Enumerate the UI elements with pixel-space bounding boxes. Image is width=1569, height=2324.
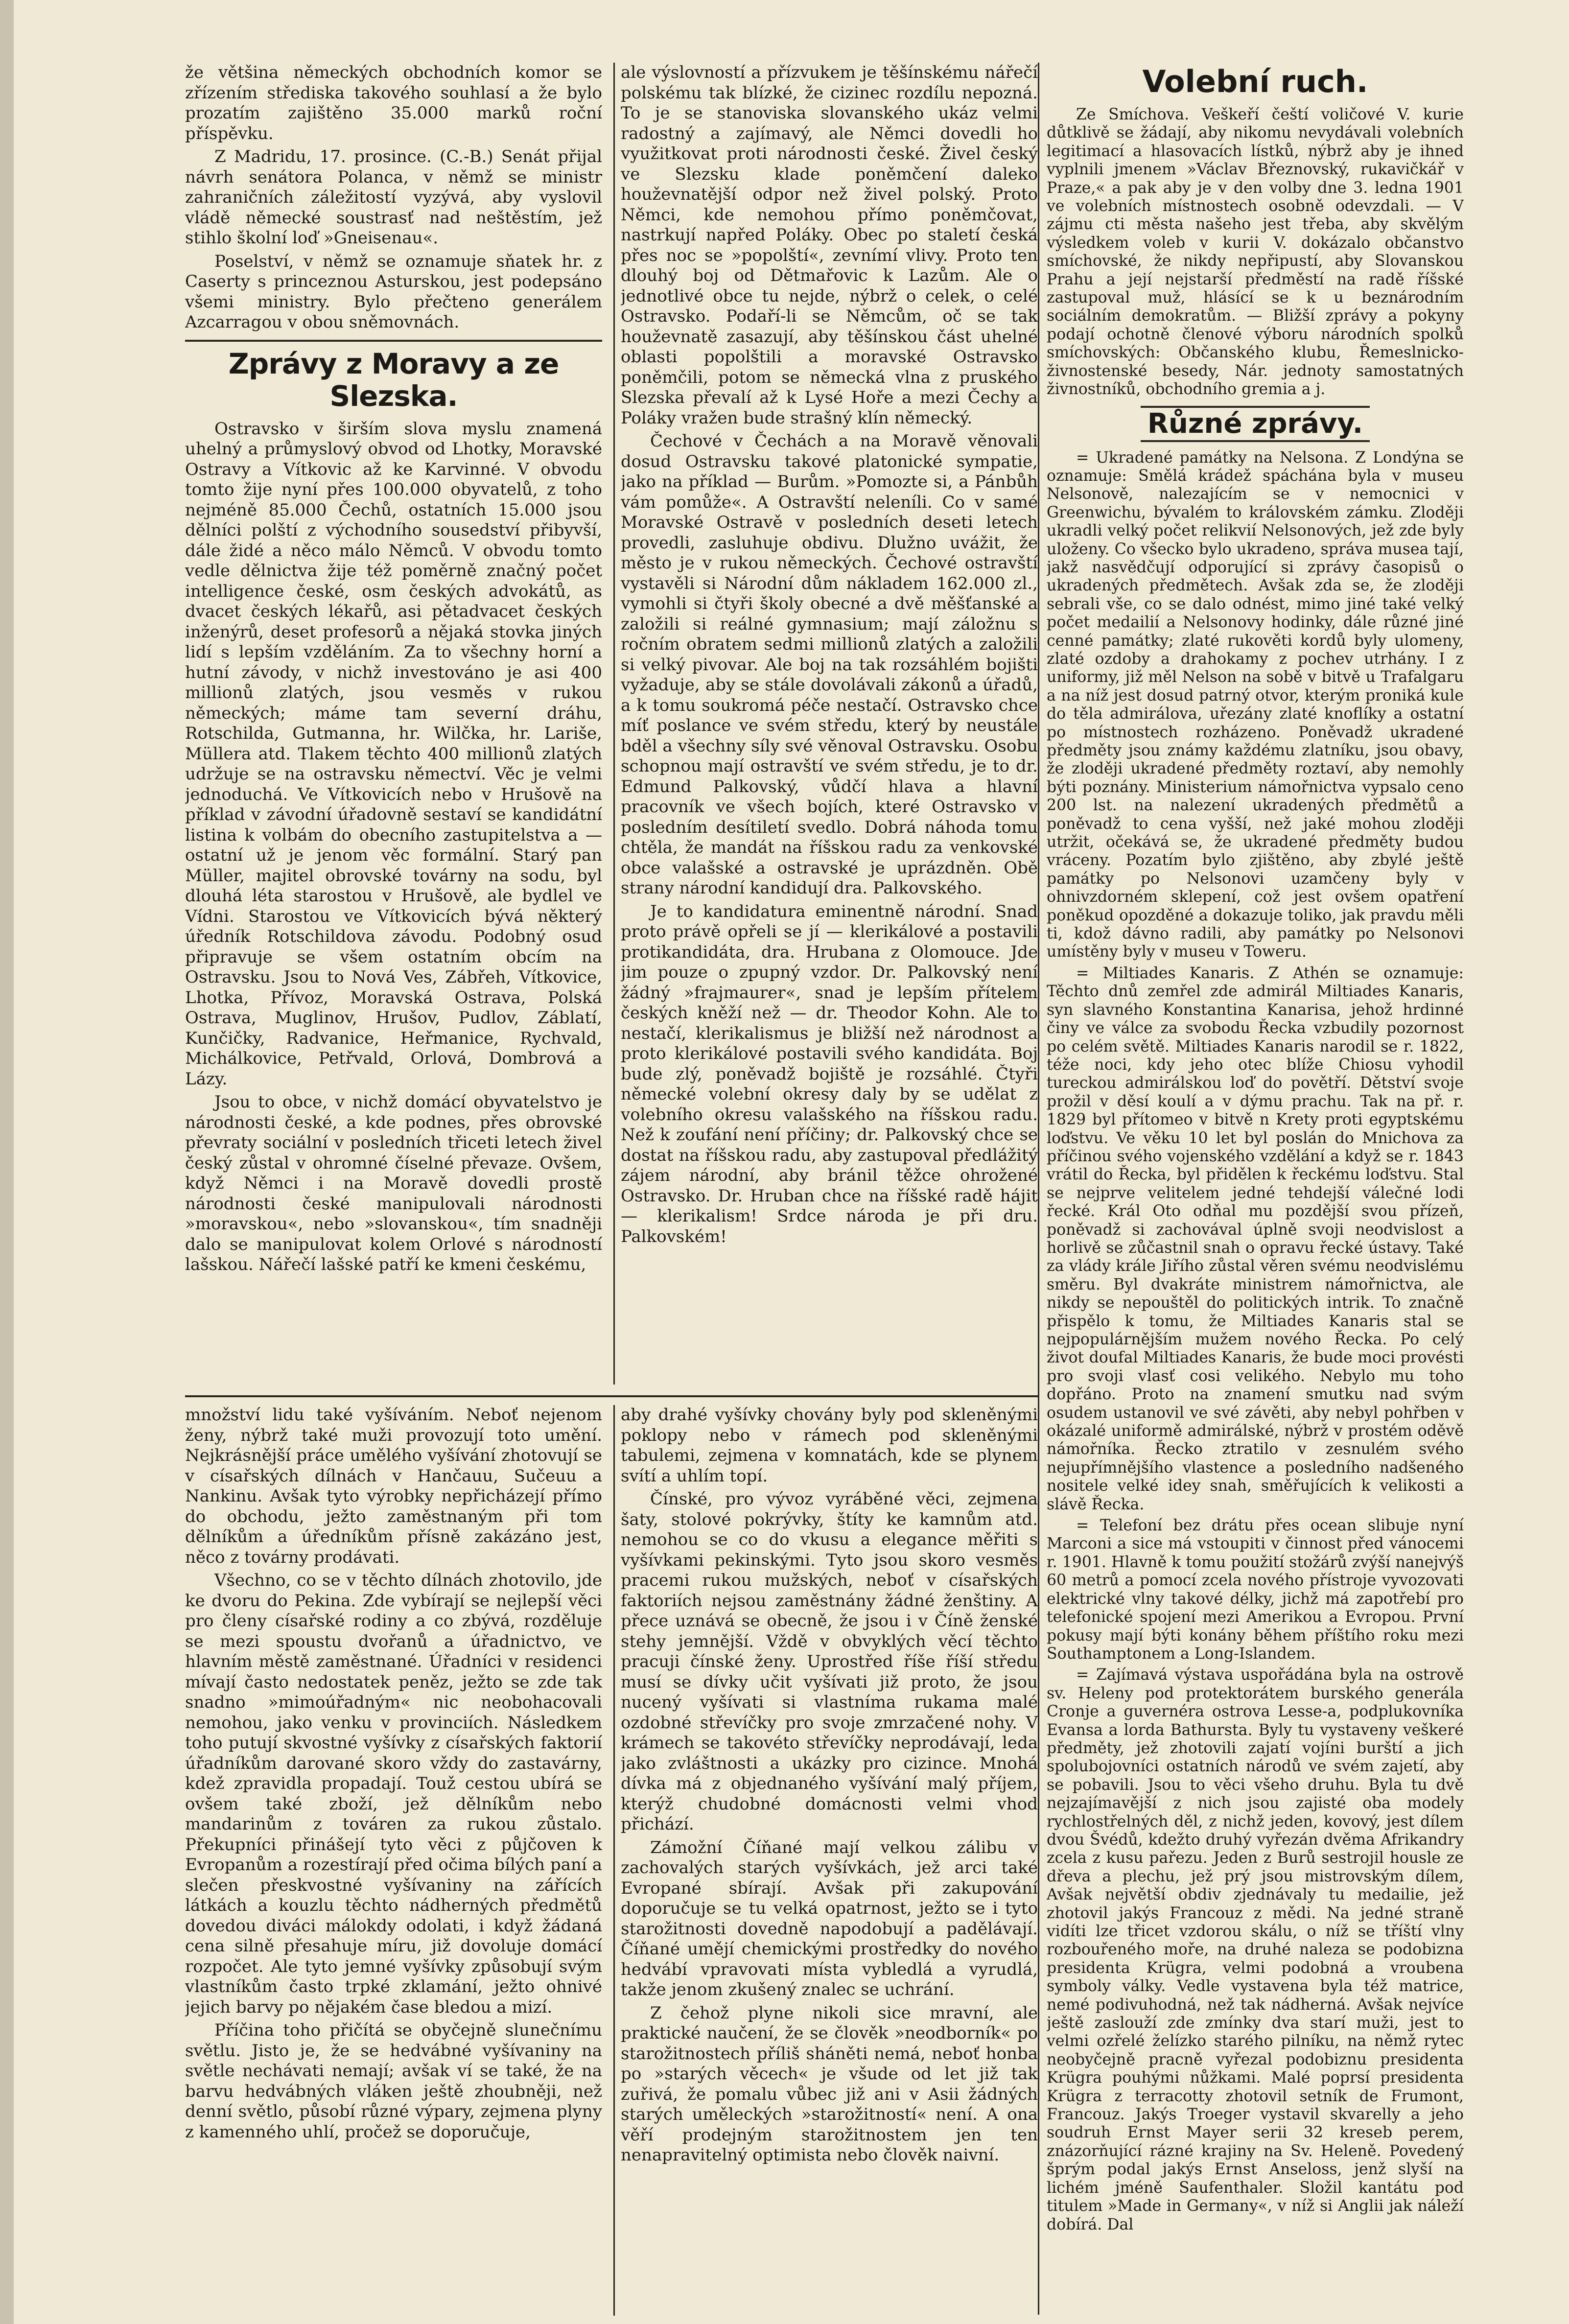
article-paragraph: = Miltiades Kanaris. Z Athén se oznamuje: Těchto dnů zemřel zde admirál Miltiades Kanaris, syn slavného Konstantina Kanarisa, jehož hrdinné činy ve válce za svobodu Řecka vzbudily pozornost po celém světě. Miltiades Kanaris narodil se r. 1822, téže noci, kdy jeho otec blíže Chiosu vyhodil tureckou admirálskou loď do povětří. Dětství svoje prožil v děsí koulí a v dýmu prachu. Tak na př. r. 1829 byl přítomeo v bitvě n Krety proti egyptskému loďstvu. Ve věku 10 let byl poslán do Mnichova za příčinou svého vojenského vzdělání a když se r. 1843 vrátil do Řecka, byl přidělen k řeckému loďstvu. Stal se nejprve velitelem jedné tehdejší válečné lodi řecké. Král Oto odňal mu pozdější svou přízeň, poněvadž si zachovával úplně svoji neodvislost a horlivě se zůčastnil snah o opravu řecké ústavy. Také za vlády krále Jiřího zůstal věren svému neodvislému směru. Byl dvakráte ministrem námořnictva, ale nikdy se nepouštěl do politických intrik. To značně přispělo k tomu, že Miltiades Kanaris stal se nejpopulárnějším mužem nového Řecka. Po celý život doufal Miltiades Kanaris, že bude moci provésti pro svoji vlasť cosi velikého. Nebylo mu toho dopřáno. Proto na znamení smutku nad svým osudem ustanovil ve své závěti, aby nebyl pohřben v okázalé uniformě admirálské, nýbrž v prostém oděvě námořníka. Řecko ztratilo v zesnulém svého nejupřímnějšího vlastence a posledního nadšeného nositele velké idey snah, směřujících k velikosti a slávě Řecka. (1047, 964, 1464, 1513)
article-paragraph: Příčina toho přičítá se obyčejně slunečnímu světlu. Jisto je, že se hedvábné vyšívaniny na světle nechávati nemají; avšak ví se také, že na barvu hedvábných vláken ještě zhoubněji, než denní světlo, působí různé výpary, zejmena plyny z kamenného uhlí, pročež se doporučuje, (185, 2020, 602, 2142)
right-column (1047, 63, 1464, 2315)
article-paragraph: = Ukradené památky na Nelsona. Z Londýna se oznamuje: Smělá krádež spáchána byla v museu Nelsonově, nalezajícím se v nemocnici v Greenwichu, bývalém to královském zámku. Zloději ukradli velký počet relikvií Nelsonových, jež zde byly uloženy. Co všecko bylo ukradeno, správa musea tají, jakž nasvědčují odporující si zprávy časopisů o ukradených předmětech. Avšak zda se, že zloději sebrali vše, co se dalo odnést, mimo jiné také velký počet medailií a Nelsonovy hodinky, dále různé jiné cenné památky; zlaté rukověti kordů byly ulomeny, zlaté ozdoby a drahokamy z pochev utrhány. I z uniformy, již měl Nelson na sobě v bitvě u Trafalgaru a na níž jest dosud patrný otvor, kterým proniká kule do těla admirálova, uřezány zlaté knoflíky a ostatní po místnostech rozházeno. Poněvadž ukradené předměty jsou známy každému zlatníku, jsou obavy, že zloději ukradené předměty roztaví, aby nemohly býti poznány. Ministerium námořnictva vypsalo ceno 200 lst. na nalezení ukradených předmětů a poněvadž to cena vyšší, než jaké mohou zloději utržit, očekává se, že ukradené předměty budou vráceny. Pozatím bylo zjištěno, aby zbylé ještě památky po Nelsonovi uzamčeny byly v ohnivzdorném sklepení, což jest ovšem opatření poněkud opozděné a dokazuje toliko, jak pravdu měli ti, kdož dávno radili, aby památky po Nelsonovi umístěny byly v museu v Toweru. (1047, 448, 1464, 961)
article-paragraph: aby drahé vyšívky chovány byly pod skleněnými poklopy nebo v rámech pod skleněnými tabulemi, zejmena v komnatách, kde se plynem svítí a uhlím topí. (621, 1405, 1038, 1486)
article-paragraph: ale výslovností a přízvukem je těšínskému nářečí polskému tak blízké, že cizinec rozdílu nepozná. To je se stanoviska slovanského ukáz velmi radostný a zajímavý, ale Němci dovedli ho využitkovat proti národnosti české. Živel český ve Slezsku klade poněmčení daleko houževnatější odpor než živel polský. Proto Němci, kde nemohou přímo poněmčovat, nastrkují napřed Poláky. Obec po staletí česká přes noc se »popolští«, zevnímí vlivy. Proto ten dlouhý boj od Dětmařovic k Lazům. Ale o jednotlivé obce tu nejde, nýbrž o celek, o celé Ostravsko. Podaří-li se Němcům, oč se tak houževnatě zasazují, aby těšínskou část uhelné oblasti popolštili a moravské Ostravsko poněmčili, potom se německá vlna z pruského Slezska převalí až k Lysé Hoře a mezi Čechy a Poláky vražen bude strašný klín německý. (621, 63, 1038, 428)
article-paragraph: že většina německých obchodních komor se zřízením střediska takového souhlasí a že bylo prozatím zajištěno 35.000 marků roční příspěvku. (185, 63, 602, 143)
article-paragraph: Jsou to obce, v nichž domácí obyvatelstvo je národnosti české, a kde podnes, přes obrovské převraty sociální v posledních třiceti letech živel český zůstal v ohromné číselné převaze. Ovšem, když Němci i na Moravě dovedli prostě národnosti české manipulovali národnosti »moravskou«, nebo »slovanskou«, tím snadněji dalo se manipulovat kolem Orlové s národností lašskou. Nářečí lašské patří ke kmeni českému, (185, 1092, 602, 1274)
article-paragraph: Poselství, v němž se oznamuje sňatek hr. z Caserty s princeznou Asturskou, jest podepsáno všemi ministry. Bylo přečteno generálem Azcarragou v obou sněmovnách. (185, 251, 602, 332)
article-paragraph: Čínské, pro vývoz vyráběné věci, zejmena šaty, stolové pokrývky, štíty ke kamnům atd. nemohou se co do vkusu a elegance měřiti s vyšívkami pekinskými. Tyto jsou skoro vesměs pracemi rukou mužských, neboť v císařských faktoriích nejsou zaměstnány žádné ženštiny. A přece uznává se obecně, že jsou i v Číně ženské stehy jemnější. Vždě v obvyklých věcí těchto pracuji čínské ženy. Uprostřed říše říší středu musí se dívky učit vyšívati již proto, že jsou nucený vyšívati si vlastníma rukama malé ozdobné střevíčky pro svoje zmrzačené nohy. V krámech se takovéto střevíčky neprodávají, leda jako zvláštnosti a ukázky pro cizince. Mnohá dívka má z objednaného vyšívání malý příjem, kterýž chudobné domácnosti velmi vhod přichází. (621, 1489, 1038, 1834)
scan-edge-strip (0, 0, 14, 2324)
section-heading-moravia: Zprávy z Moravy a ze Slezska. (228, 347, 559, 413)
bottom-column-1 (185, 1405, 602, 2316)
column-rule (613, 63, 615, 1385)
article-paragraph: = Telefoní bez drátu přes ocean slibuje nyní Marconi a sice má vstoupiti v činnost před vánocemi r. 1901. Hlavně k tomu použití stožárů zvýší nanejvýš 60 metrů a pomocí zcela nového přístroje vyvozovati elektrické vlny takové délky, jichž má zapotřebí pro telefonické spojení mezi Amerikou a Evropou. První pokusy mají býti konány během příštího roku mezi Southamptonem a Long-Islandem. (1047, 1517, 1464, 1663)
article-paragraph: Všechno, co se v těchto dílnách zhotovilo, jde ke dvoru do Pekina. Zde vybírají se nejlepší věci pro členy císařské rodiny a co zbývá, rozděluje se mezi spoustu dvořanů a úřadnictvo, ve hlavním městě zaměstnané. Úřadníci v residenci mívají často nedostatek peněz, ježto se zde tak snadno »mimoúřadným« nic neobohacovali nemohou, jako venku v provinciích. Následkem toho putují skvostné vyšívky z císařských faktorií úřadníkům darované skoro vždy do zastavárny, kdež zpravidla propadají. Touž cestou ubírá se ovšem také zboží, jež dělníkům nebo mandarinům z továren za rukou zůstalo. Překupníci přinášejí tyto věci z půjčoven k Evropanům a rozestírají před očima bílých paní a slečen přeskvostné vyšívaniny na zářících látkách a kouzlu těchto nádherných předmětů dovedou diváci málokdy odolati, i když žádaná cena silně přesahuje míru, již dovoluje domácí rozpočet. Ale tyto jemné vyšívky způsobují svým vlastníkům často trpké zklamání, ježto ohnivé jejich barvy po nějakém čase bledou a mizí. (185, 1571, 602, 2017)
article-paragraph: Zámožní Číňané mají velkou zálibu v zachovalých starých vyšívkách, jež arci také Evropané sbírají. Avšak při zakupování doporučuje se tu velká opatrnost, ježto se i tyto starožitnosti dovedně napodobují a padělávají. Číňané umějí chemickými prostředky do nového hedvábí vpravovati místa vybledlá a vyrudlá, takže jenom zkušený znalec se uchrání. (621, 1837, 1038, 1999)
column-rule (613, 1405, 615, 2316)
top-column-1 (185, 63, 602, 1385)
section-heading-news: Různé zprávy. (1141, 406, 1370, 442)
article-paragraph: Z Madridu, 17. prosince. (C.-B.) Senát přijal návrh senátora Polanca, v němž se ministr zahraničních záležitostí vyzývá, aby vyslovil vládě německé soustrasť nad neštěstím, jež stihlo školní loď »Gneisenau«. (185, 147, 602, 248)
section-heading-elections: Volební ruch. (1142, 64, 1368, 99)
article-paragraph: Čechové v Čechách a na Moravě věnovali dosud Ostravsku takové platonické sympatie, jako na příklad — Burům. »Pomozte si, a Pánbůh vám pomůže«. A Ostravští neleníli. Co v samé Moravské Ostravě v posledních deseti letech provedli, zasluhuje obdivu. Dlužno uvážit, že město je v rukou německých. Čechové ostravští vystavěli si Národní dům nákladem 162.000 zl., vymohli si čtyři školy obecné a dvě měšťanské a založili si reálné gymnasium; mají záložnu s ročním obratem sedmi millionů zlatých a založili si velký pivovar. Ale boj na tak rozsáhlém bojišti vyžaduje, aby se stále dovolávali zákonů a úřadů, a k tomu soukromá péče nestačí. Ostravsko chce míť poslance ve svém středu, který by neustále bděl a všechny síly své věnoval Ostravsku. Osobu schopnou mají ostravští ve svém středu, je to dr. Edmund Palkovský, vůdčí hlava a hlavní pracovník ve všech bojích, které Ostravsko v posledním desítiletí svedlo. Dobrá náhoda tomu chtěla, že mandát na říšskou radu za venkovské obce valašské a ostravské je uprázdněn. Obě strany národní kandidují dra. Palkovského. (621, 431, 1038, 898)
section-divider (185, 340, 602, 342)
bottom-column-2 (621, 1405, 1038, 2316)
column-rule (1038, 63, 1039, 2315)
article-paragraph: Ostravsko v širším slova myslu znamená uhelný a průmyslový obvod od Lhotky, Moravské Ostravy a Vítkovic až ke Karvinné. V obvodu tomto žije nyní přes 100.000 obyvatelů, z toho nejméně 85.000 Čechů, ostatních 15.000 jsou dělníci polští z východního sousedství přibyvší, dále židé a něco málo Němců. V obvodu tomto vedle dělnictva žije též poměrně značný počet intelligence české, osm českých advokátů, as dvacet českých lékařů, asi pětadvacet českých inženýrů, deset profesorů a nějaká stovka jiných lidí s lepším vzděláním. Za to všechny horní a hutní závody, v nichž investováno je asi 400 millionů zlatých, jsou vesměs v rukou německých; máme tam severní dráhu, Rotschilda, Gutmanna, hr. Wilčka, hr. Lariše, Müllera atd. Tlakem těchto 400 millionů zlatých udržuje se na ostravsku němectví. Věc je velmi jednoduchá. Ve Vítkovicích nebo v Hrušově na příklad v závodní úřadovně sestaví se kandidátní listina k volbám do obecního zastupitelstva a — ostatní už je jenom věc formální. Starý pan Müller, majitel obrovské továrny na sodu, byl dlouhá léta starostou v Hrušově, ale bydlel ve Vídni. Starostou ve Vítkovicích bývá některý úředník Rotschildova závodu. Podobný osud připravuje se všem ostatním obcím na Ostravsku. Jsou to Nová Ves, Zábřeh, Vítkovice, Lhotka, Přívoz, Moravská Ostrava, Polská Ostrava, Muglinov, Hrušov, Pudlov, Záblatí, Kunčičky, Radvanice, Heřmanice, Rychvald, Michálkovice, Petřvald, Orlová, Dombrová a Lázy. (185, 419, 602, 1089)
top-column-2 (621, 63, 1038, 1385)
article-paragraph: Ze Smíchova. Veškeří čeští voličové V. kurie důtklivě se žádají, aby nikomu nevydávali volebních legitimací a hlasovacích lístků, nýbrž aby je ihned vyplnili jmenem »Václav Březnovský, rukavičkář v Praze,« a pak aby je v den volby dne 3. ledna 1901 ve volebních místnostech osobně odevzdali. — V zájmu cti města našeho jest třeba, aby skvělým výsledkem voleb v kurii V. dokázalo občanstvo smíchovské, že nikdy nepřipustí, aby Slovanskou Prahu a její nejstarší předměstí na radě říšské zastupoval muž, hlásící se k u beznárodním sociálním demokratům. — Bližší zprávy a pokyny podají ochotně členové výboru národních spolků smíchovských: Občanského klubu, Řemeslnicko-živnostenské besedy, Nár. jednoty samostatných živnostníků, obchodního gremia a j. (1047, 106, 1464, 399)
article-paragraph: Z čehož plyne nikoli sice mravní, ale praktické naučení, že se člověk »neodborník« po starožitnostech příliš sháněti nemá, neboť honba po »starých věcech« je všude od let již tak zuřivá, že pomalu vůbec již ani v Asii žádných starých uměleckých »starožitností« není. A ona věří prodejným starožitnostem jen ten nenapravitelný optimista nebo člověk naivní. (621, 2003, 1038, 2165)
article-paragraph: Je to kandidatura eminentně národní. Snad proto právě opřeli se jí — klerikálové a postavili protikandidáta, dra. Hrubana z Olomouce. Jde jim pouze o zpupný vzdor. Dr. Palkovský není žádný »frajmaurer«, snad je lepším přítelem českých kněží než — dr. Theodor Kohn. Ale to nestačí, klerikalismus je bližší než národnost a proto klerikálové postavili svého kandidáta. Boj bude zlý, poněvadž bojiště je rozsáhlé. Čtyři německé volební okresy daly by se udělat z volebního okresu valašského na říšskou radu. Než k zoufání není příčiny; dr. Palkovský chce se dostat na říšskou radu, aby zastupoval předlážitý zájem národní, aby bránil těžce ohrožené Ostravsko. Dr. Hruban chce na říšské radě hájit — klerikalism! Srdce národa je při dru. Palkovském! (621, 901, 1038, 1246)
article-paragraph: množství lidu také vyšíváním. Neboť nejenom ženy, nýbrž také muži provozují toto umění. Nejkrásnější práce umělého vyšívání zhotovují se v císařských dílnách v Hančauu, Sučeuu a Nankinu. Avšak tyto výrobky nepřicházejí přímo do obchodu, ježto zaměstnaným při tom dělníkům a úředníkům přísně zakázáno jest, něco z továrny prodávati. (185, 1405, 602, 1567)
article-paragraph: = Zajímavá výstava uspořádána byla na ostrově sv. Heleny pod protektorátem burského generála Cronje a guvernéra ostrova Lesse-a, podplukovníka Evansa a lorda Bathursta. Byly tu vystaveny veškeré předměty, jež zhotovili zajatí vojíni burští a jich spolubojovníci ostatních národů ve svém zajetí, aby se pobavili. Jsou to věci všeho druhu. Byla tu dvě nejzajímavější z nich jsou zajisté oba modely rychlostřelných děl, z nichž jeden, kovový, jest dílem dvou Švédů, kdežto druhý vyřezán dvěma Afrikandry zcela z kusu pařezu. Jeden z Burů sestrojil housle ze dřeva a plechu, jež prý jsou mistrovským dílem, Avšak největší obdiv zjednávaly tu medailie, jež zhotovil jakýs Francouz z mědi. Na jedné straně vidíti lze třicet vzdorou skálu, o níž se tříští vlny rozbouřeného moře, na druhé naleza se podobizna presidenta Krügra, velmi podobná a vroubena symboly války. Vedle vystavena byla též matrice, nemé podivuhodná, než tak nádherná. Avšak nejvíce ještě zaslouží zde zmínky dva starí muži, jest to velmi ozřelé želízko starého pilníku, na němž rytec neobyčejně pracně vyřezal podobiznu presidenta Krügra pouhými nůžkami. Malé poprsí presidenta Krügra z terracotty zhotovil setník de Frumont, Francouz. Jakýs Troeger vystavil skvarelly a jeho soudruh Ernst Mayer serii 32 kreseb perem, znázorňující rázné krajiny na Sv. Heleně. Povedený šprým podal jakýs Ernst Anseloss, jenž slyší na lichém jméně Saufenthaler. Složil kantátu pod titulem »Made in Germany«, v níž si Anglii jak náleží dobírá. Dal (1047, 1666, 1464, 2233)
section-divider (185, 1395, 1038, 1397)
